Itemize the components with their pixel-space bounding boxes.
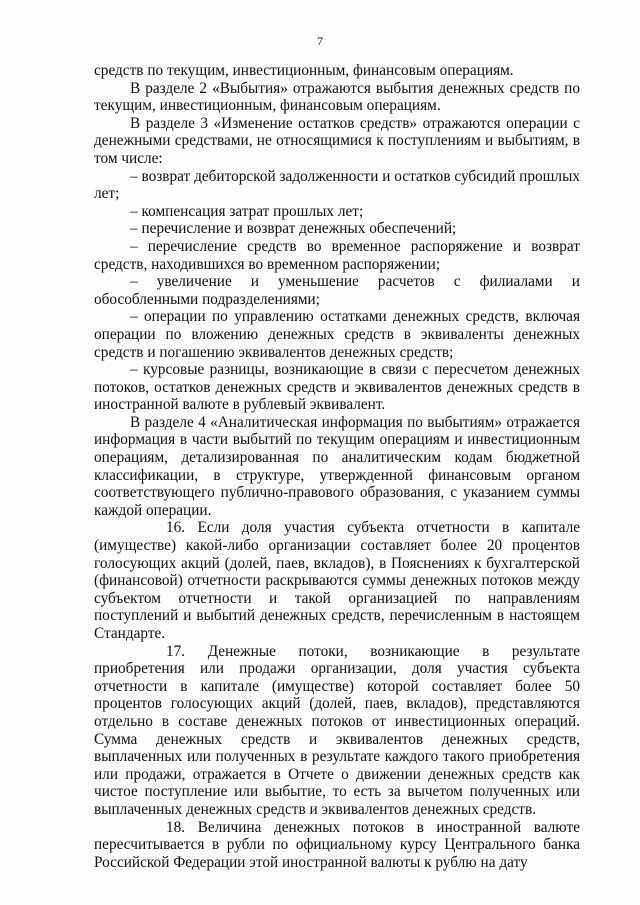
numbered-paragraph-17 (94, 643, 580, 819)
list-item: – возврат дебиторской задолженности и остатков субсидий прошлых лет; (94, 167, 580, 203)
list-item: – операции по управлению остатками денежных средств, включая операции по вложению денежных средств в эквиваленты денежных средств и погашению эквивалентов денежных средств; (94, 308, 580, 361)
document-body (94, 62, 580, 871)
paragraph-text: Величина денежных потоков в иностранной валюте пересчитывается в рубли по официальному курсу Центрального банка Российской Федерации этой иностранной валюты к рублю на дату (94, 818, 580, 871)
paragraph-continuation: средств по текущим, инвестиционным, финансовым операциям. (94, 62, 514, 79)
list-item: – перечисление средств во временное распоряжение и возврат средств, находившихся во временном распоряжении; (94, 237, 580, 273)
list-item: – увеличение и уменьшение расчетов с филиалами и обособленными подразделениями; (94, 273, 580, 308)
numbered-paragraph-18 (94, 819, 580, 872)
paragraph-text: Денежные потоки, возникающие в результате приобретения или продажи организации, доля участия субъекта отчетности в капитале (имуществе) которой составляет более 50 процентов голосующих акций (долей, паев, вкладов), представляются отдельно в составе денежных потоков от инвестиционных операций. Сумма денежных средств и эквивалентов денежных средств, выплаченных или полученных в результате каждого такого приобретения или продажи, отражается в Отчете о движении денежных средств как чистое поступление или выбытие, то есть за вычетом полученных или выплаченных денежных средств и эквивалентов денежных средств. (94, 642, 580, 818)
list-item: – курсовые разницы, возникающие в связи с пересчетом денежных потоков, остатков денежных средств и эквивалентов денежных средств в иностранной валюте в рублевый эквивалент. (94, 361, 580, 414)
page-number: 7 (317, 34, 323, 48)
paragraph-section-4: В разделе 4 «Аналитическая информация по выбытиям» отражается информация в части выбытий по текущим операциям и инвестиционным операциям, детализированная по аналитическим кодам бюджетной классификации, в структуре, утвержденной финансовым органом соответствующего публично-правового образования, с указанием суммы каждой операции. (94, 413, 580, 519)
paragraph-section-2: В разделе 2 «Выбытия» отражаются выбытия денежных средств по текущим, инвестиционным, финансовым операциям. (94, 79, 580, 115)
list-item: – перечисление и возврат денежных обеспечений; (130, 220, 457, 238)
paragraph-number: 16. (166, 519, 186, 537)
paragraph-text: Если доля участия субъекта отчетности в капитале (имуществе) какой-либо организации составляет более 20 процентов голосующих акций (долей, паев, вкладов), в Пояснениях к бухгалтерской (финансовой) отчетности раскрываются суммы денежных потоков между субъектом отчетности и такой организацией по направлениям поступлений и выбытий денежных средств, перечисленным в настоящем Стандарте. (94, 519, 580, 642)
numbered-paragraph-16 (94, 519, 580, 642)
list-item: – компенсация затрат прошлых лет; (130, 202, 364, 220)
paragraph-section-3: В разделе 3 «Изменение остатков средств» отражаются операции с денежными средствами, не относящимися к поступлениям и выбытиям, в том числе: (94, 114, 580, 167)
paragraph-number: 18. (166, 818, 186, 836)
paragraph-number: 17. (166, 642, 186, 660)
